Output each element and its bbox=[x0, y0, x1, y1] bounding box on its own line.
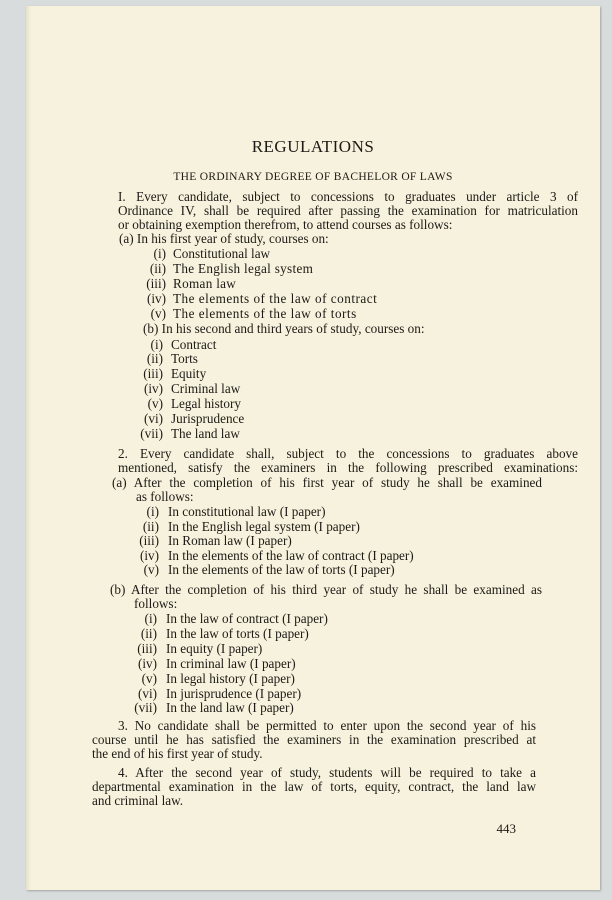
list-label: (a) After the completion of his first year of study he shall be examined bbox=[112, 475, 542, 490]
list-number: (v) bbox=[150, 306, 166, 321]
list-item: Constitutional law bbox=[173, 246, 271, 261]
list-item: In jurisprudence (I paper) bbox=[166, 686, 302, 701]
paragraph-line: 4. After the second year of study, students will be required to take a bbox=[118, 765, 536, 780]
list-item: In the law of torts (I paper) bbox=[166, 626, 309, 641]
list-item: Contract bbox=[171, 337, 217, 352]
page-title: REGULATIONS bbox=[251, 137, 375, 156]
list-item: In criminal law (I paper) bbox=[166, 656, 296, 671]
list-number: (iii) bbox=[137, 641, 157, 656]
list-number: (vii) bbox=[134, 700, 157, 715]
list-number: (ii) bbox=[146, 351, 163, 366]
list-label: (b) In his second and third years of study, courses on: bbox=[143, 321, 425, 336]
paragraph-line: 3. No candidate shall be permitted to enter upon the second year of his bbox=[118, 718, 536, 733]
list-item: In the English legal system (I paper) bbox=[168, 519, 360, 534]
list-number: (vi) bbox=[143, 411, 163, 426]
list-item: In the law of contract (I paper) bbox=[166, 611, 328, 626]
list-label: (a) In his first year of study, courses on: bbox=[119, 231, 329, 246]
list-number: (i) bbox=[150, 337, 163, 352]
list-item: Criminal law bbox=[171, 381, 241, 396]
list-number: (vii) bbox=[140, 426, 163, 441]
list-label: follows: bbox=[134, 596, 178, 611]
page-number: 443 bbox=[496, 821, 516, 836]
paragraph-line: the end of his first year of study. bbox=[92, 746, 263, 761]
list-number: (v) bbox=[147, 396, 163, 411]
paragraph-line: and criminal law. bbox=[92, 793, 184, 808]
list-item: The elements of the law of contract bbox=[173, 291, 378, 306]
list-label: (b) After the completion of his third year of study he shall be examined as bbox=[110, 582, 542, 597]
list-number: (iv) bbox=[143, 381, 163, 396]
list-number: (iii) bbox=[146, 276, 166, 291]
list-number: (i) bbox=[144, 611, 157, 626]
section-heading: THE ORDINARY DEGREE OF BACHELOR OF LAWS bbox=[173, 171, 453, 183]
list-number: (v) bbox=[143, 562, 159, 577]
paragraph-line: I. Every candidate, subject to concessions to graduates under article 3 of bbox=[118, 189, 578, 204]
list-item: In constitutional law (I paper) bbox=[168, 504, 326, 519]
list-item: Roman law bbox=[173, 276, 237, 291]
list-item: In Roman law (I paper) bbox=[168, 533, 292, 548]
paragraph-line: or obtaining exemption therefrom, to attend courses as follows: bbox=[118, 217, 453, 232]
list-number: (iv) bbox=[146, 291, 166, 306]
list-number: (vi) bbox=[137, 686, 157, 701]
list-item: Legal history bbox=[171, 396, 241, 411]
list-item: In the elements of the law of contract (I paper) bbox=[168, 548, 414, 563]
list-item: Equity bbox=[171, 366, 207, 381]
list-number: (ii) bbox=[140, 626, 157, 641]
paragraph-line: course until he has satisfied the examiners in the examination prescribed at bbox=[92, 732, 536, 747]
list-number: (iii) bbox=[143, 366, 163, 381]
list-item: In the land law (I paper) bbox=[166, 700, 294, 715]
list-item: In legal history (I paper) bbox=[166, 671, 295, 686]
page-content bbox=[26, 6, 600, 890]
list-item: The English legal system bbox=[173, 261, 314, 276]
list-item: In the elements of the law of torts (I paper) bbox=[168, 562, 395, 577]
paragraph-line: departmental examination in the law of torts, equity, contract, the land law bbox=[92, 779, 536, 794]
list-number: (iv) bbox=[137, 656, 157, 671]
list-item: The land law bbox=[171, 426, 240, 441]
list-number: (i) bbox=[146, 504, 159, 519]
list-number: (v) bbox=[141, 671, 157, 686]
list-item: Torts bbox=[171, 351, 198, 366]
document-page bbox=[26, 6, 600, 890]
list-number: (iii) bbox=[139, 533, 159, 548]
paragraph-line: 2. Every candidate shall, subject to the concessions to graduates above bbox=[118, 446, 578, 461]
list-number: (ii) bbox=[149, 261, 166, 276]
paragraph-line: mentioned, satisfy the examiners in the following prescribed examinations: bbox=[118, 460, 578, 475]
paragraph-line: Ordinance IV, shall be required after passing the examination for matriculation bbox=[118, 203, 578, 218]
list-number: (ii) bbox=[142, 519, 159, 534]
list-item: In equity (I paper) bbox=[166, 641, 263, 656]
list-label: as follows: bbox=[136, 489, 194, 504]
list-item: Jurisprudence bbox=[171, 411, 245, 426]
list-item: The elements of the law of torts bbox=[173, 306, 357, 321]
list-number: (i) bbox=[153, 246, 166, 261]
list-number: (iv) bbox=[139, 548, 159, 563]
